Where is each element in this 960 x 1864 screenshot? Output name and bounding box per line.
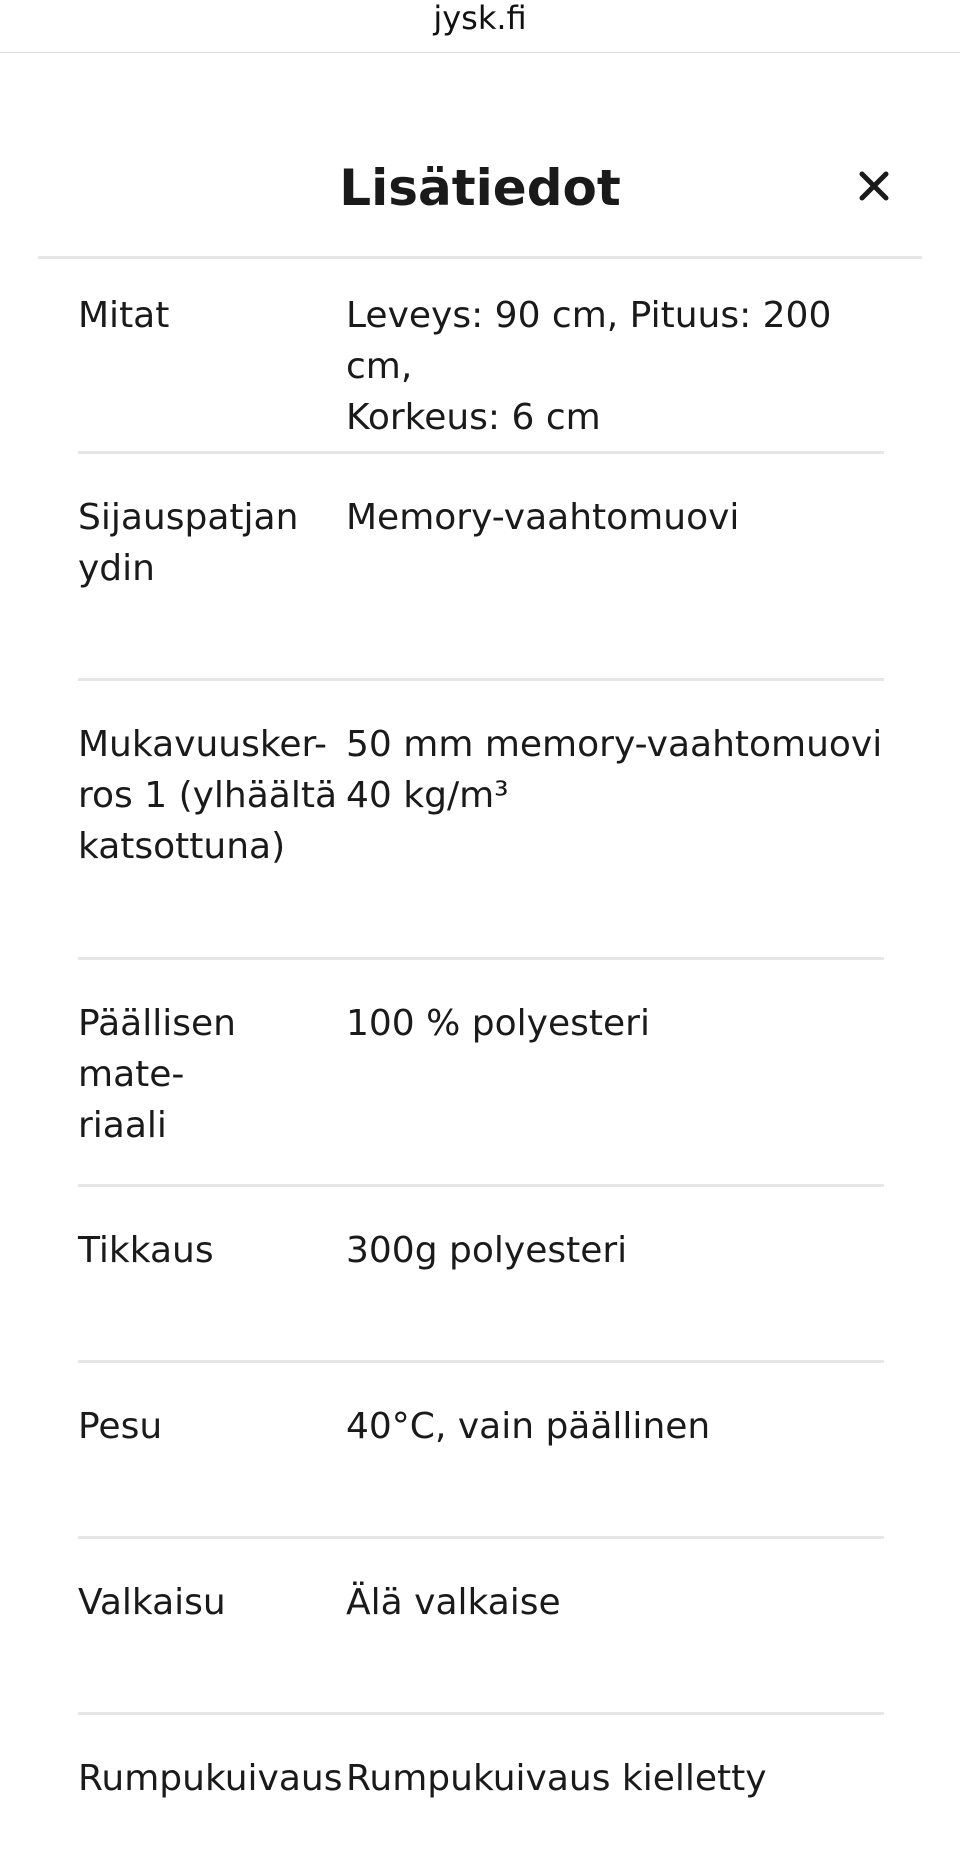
spec-row-pesu <box>78 1363 884 1539</box>
spec-label: Sijauspatjan ydin <box>78 497 299 589</box>
spec-row-mitat <box>78 256 884 454</box>
spec-row-sijauspatjan-ydin <box>78 454 884 681</box>
spec-value: 50 mm memory-vaahtomuovi 40 kg/m³ <box>346 724 883 816</box>
spec-row-paallisen-materiaali <box>78 960 884 1187</box>
spec-value: Memory-vaahtomuovi <box>346 497 740 538</box>
spec-value: Leveys: 90 cm, Pituus: 200 cm, Korkeus: 6 cm <box>346 295 832 438</box>
address-bar[interactable] <box>0 0 960 53</box>
spec-value: 40°C, vain päällinen <box>346 1406 711 1447</box>
modal-title: Lisätiedot <box>339 159 621 217</box>
spec-label: Mitat <box>78 295 170 336</box>
spec-label: Päällisen mate- riaali <box>78 1003 236 1146</box>
spec-label: Rumpukuivaus <box>78 1758 343 1799</box>
spec-label: Pesu <box>78 1406 163 1447</box>
spec-value: 300g polyesteri <box>346 1230 628 1271</box>
close-icon <box>852 164 896 208</box>
spec-value: Älä valkaise <box>346 1582 561 1623</box>
spec-label: Tikkaus <box>78 1230 214 1271</box>
spec-row-tikkaus <box>78 1187 884 1363</box>
modal-header <box>38 120 922 259</box>
spec-label: Valkaisu <box>78 1582 226 1623</box>
spec-label: Mukavuusker- ros 1 (ylhäältä katsottuna) <box>78 724 338 867</box>
spec-row-rumpukuivaus <box>78 1715 884 1855</box>
spec-list <box>78 256 884 1855</box>
url-text: jysk.fi <box>433 0 527 37</box>
spec-value: Rumpukuivaus kielletty <box>346 1758 767 1799</box>
close-button[interactable] <box>852 164 896 208</box>
spec-value: 100 % polyesteri <box>346 1003 650 1044</box>
spec-row-valkaisu <box>78 1539 884 1715</box>
spec-row-mukavuuskerros <box>78 681 884 960</box>
